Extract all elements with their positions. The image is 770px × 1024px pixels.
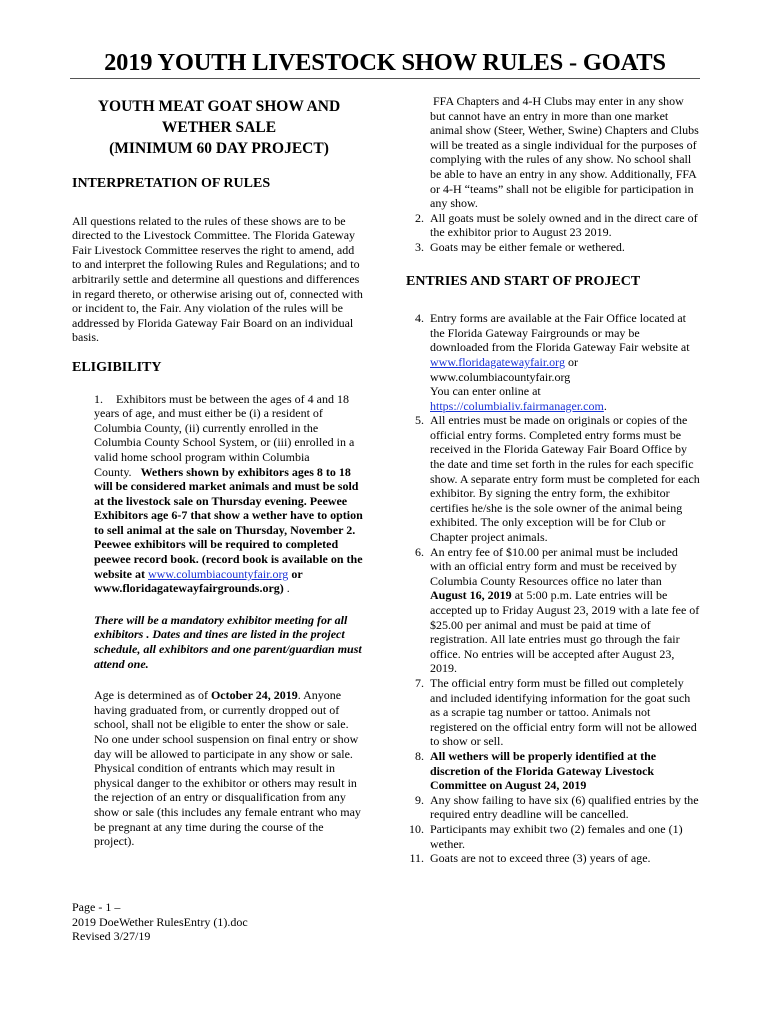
- list-item: [406, 311, 700, 413]
- entry-deadline-date: August 16, 2019: [430, 588, 512, 603]
- list-item: [406, 793, 700, 822]
- document-title-line-3: (MINIMUM 60 DAY PROJECT): [109, 140, 329, 157]
- section-heading-entries: ENTRIES AND START OF PROJECT: [406, 273, 641, 289]
- item-text: Participants may exhibit two (2) females and one (1) wether.: [430, 821, 683, 851]
- section-heading-eligibility: ELIGIBILITY: [72, 359, 162, 375]
- item-number: 4.: [415, 311, 424, 326]
- file-name: 2019 DoeWether RulesEntry (1).doc: [72, 914, 248, 929]
- item-text: All goats must be solely owned and in the direct care of the exhibitor prior to August 23 2019.: [430, 210, 698, 240]
- columbia-county-fair-link[interactable]: www.columbiacountyfair.org: [148, 566, 289, 581]
- age-text-post: . Anyone having graduated from, or currently dropped out of school, shall not be eligible to enter the show or sale. No one under school suspension on final entry or show day will be allowed to participate in any show or sale. Physical condition of entrants which may result in physical danger to the exhibitor or others may result in the rejection of an entry or disqualification from any show or sale (this includes any female entrant who may be pregnant at any time during the course of the project).: [94, 688, 361, 849]
- rules-list-a: [406, 211, 700, 255]
- left-column: [72, 96, 366, 849]
- item-number: 6.: [415, 544, 424, 559]
- item-text: Any show failing to have six (6) qualified entries by the required entry deadline will be cancelled.: [430, 792, 699, 822]
- item-text: Entry forms are available at the Fair Office located at the Florida Gateway Fairgrounds or may be downloaded from the Florida Gateway Fair website at: [430, 311, 690, 355]
- revision-date: Revised 3/27/19: [72, 929, 151, 944]
- eligibility-wether-rule: Wethers shown by exhibitors ages 8 to 18 will be considered market animals and must be sold at the livestock sale on Thursday evening. Peewee Exhibitors age 6-7 that show a wether have to option to sell animal at the sale on Thursday, November 2. Peewee exhibitors will be required to completed peewee record book.: [94, 464, 363, 567]
- list-item: [406, 822, 700, 851]
- eligibility-block: [72, 392, 366, 849]
- list-item: [406, 749, 700, 793]
- item-number: 8.: [415, 748, 424, 763]
- age-text-pre: Age is determined as of: [94, 688, 211, 703]
- item-number: 7.: [415, 675, 424, 690]
- title-divider: [70, 78, 700, 79]
- eligibility-end: .: [283, 581, 290, 596]
- list-item: [406, 676, 700, 749]
- item-number: 9.: [415, 792, 424, 807]
- record-book-note-end: or www.floridagatewayfairgrounds.org): [94, 566, 303, 596]
- eligibility-rule-1: [94, 392, 366, 596]
- page-footer: [72, 900, 248, 944]
- item-text: The official entry form must be filled out completely and included identifying information for the goat such as a scrapie tag number or tattoo. Animals not registered on the official entry form will not be allowed to show or sell.: [430, 675, 697, 749]
- item-number: 2.: [415, 210, 424, 225]
- list-item: [406, 413, 700, 544]
- list-item: [406, 545, 700, 676]
- ffa-clubs-paragraph: FFA Chapters and 4-H Clubs may enter in any show but cannot have an entry in more than one market animal show (Steer, Wether, Swine) Chapters and Clubs will be treated as a single individual for the purposes of complying with the rules of any show. No school shall be able to have an entry in any show. Additionally, FFA or 4-H “teams” shall not be eligible for participation in any show.: [430, 94, 699, 211]
- item-number: 5.: [415, 413, 424, 428]
- item-text: Goats are not to exceed three (3) years of age.: [430, 851, 651, 866]
- list-item: [406, 240, 700, 255]
- section-heading-interpretation: INTERPRETATION OF RULES: [72, 176, 271, 191]
- rule-number: 1.: [94, 391, 103, 406]
- item-text: Goats may be either female or wethered.: [430, 239, 625, 254]
- item-text-cont: or www.columbiacountyfair.org: [430, 354, 578, 384]
- age-paragraph: [94, 688, 366, 849]
- fairmanager-link[interactable]: https://columbialiv.fairmanager.com: [430, 398, 604, 413]
- record-book-note: (record book is available on the website at: [94, 552, 363, 581]
- document-title-line-2: WETHER SALE: [161, 119, 277, 136]
- florida-gateway-fair-link[interactable]: www.floridagatewayfair.org: [430, 354, 565, 369]
- list-item: [406, 851, 700, 866]
- document-title: [72, 96, 366, 159]
- item-text: All entries must be made on originals or copies of the official entry forms. Completed entry forms must be received in the Florida Gateway Fair Board Office by the date and time set forth in the rules for each specific show. A separate entry form must be completed for each exhibitor. By signing the entry form, the exhibitor certifies he/she is the sole owner of the animal being exhibited. The only exception will be for Club or Chapter project animals.: [430, 413, 700, 545]
- item-text-bold: All wethers will be properly identified at the discretion of the Florida Gateway Livestock Committee on August 24, 2019: [430, 748, 657, 793]
- page-title: 2019 YOUTH LIVESTOCK SHOW RULES - GOATS: [104, 49, 666, 76]
- rules-list-b: [406, 793, 700, 866]
- item-number: 11.: [409, 851, 424, 866]
- item-number: 3.: [415, 239, 424, 254]
- online-entry-text: You can enter online at: [430, 384, 541, 399]
- list-item: [406, 211, 700, 240]
- item-text-cont: at 5:00 p.m. Late entries will be accepted up to Friday August 23, 2019 with a late fee of $25.00 per animal and must be paid at time of registration. All late entries must go through the fair office. No entries will be accepted after August 23, 2019.: [430, 588, 700, 676]
- age-date: October 24, 2019: [210, 688, 298, 703]
- interpretation-paragraph: All questions related to the rules of these shows are to be directed to the Livestock Committee. The Florida Gateway Fair Livestock Committee reserves the right to amend, add to and interpret the following Rules and Regulations; and to arbitrarily settle and determine all questions and differences in regard thereto, or otherwise arising out of, connected with or incident to, the Fair. Any violation of the rules will be addressed by Florida Gateway Fair Board on an individual basis.: [72, 213, 363, 345]
- page-number: Page - 1 –: [72, 900, 121, 914]
- mandatory-meeting-note: There will be a mandatory exhibitor meeting for all exhibitors . Dates and tines are listed in the project schedule, all exhibitors and one parent/guardian must attend one.: [94, 612, 362, 671]
- item-number: 10.: [409, 821, 424, 836]
- right-column: [406, 94, 700, 866]
- document-title-line-1: YOUTH MEAT GOAT SHOW AND: [97, 98, 341, 115]
- item-text: An entry fee of $10.00 per animal must be included with an official entry form and must be received by Columbia County Resources office no later than: [430, 544, 678, 588]
- eligibility-text: Exhibitors must be between the ages of 4 and 18 years of age, and must either be (i) a resident of Columbia County, (ii) currently enrolled in the Columbia County School System, or (iii) enrolled in a valid home school program within Columbia County.: [94, 391, 355, 479]
- item-text-end: .: [603, 398, 607, 413]
